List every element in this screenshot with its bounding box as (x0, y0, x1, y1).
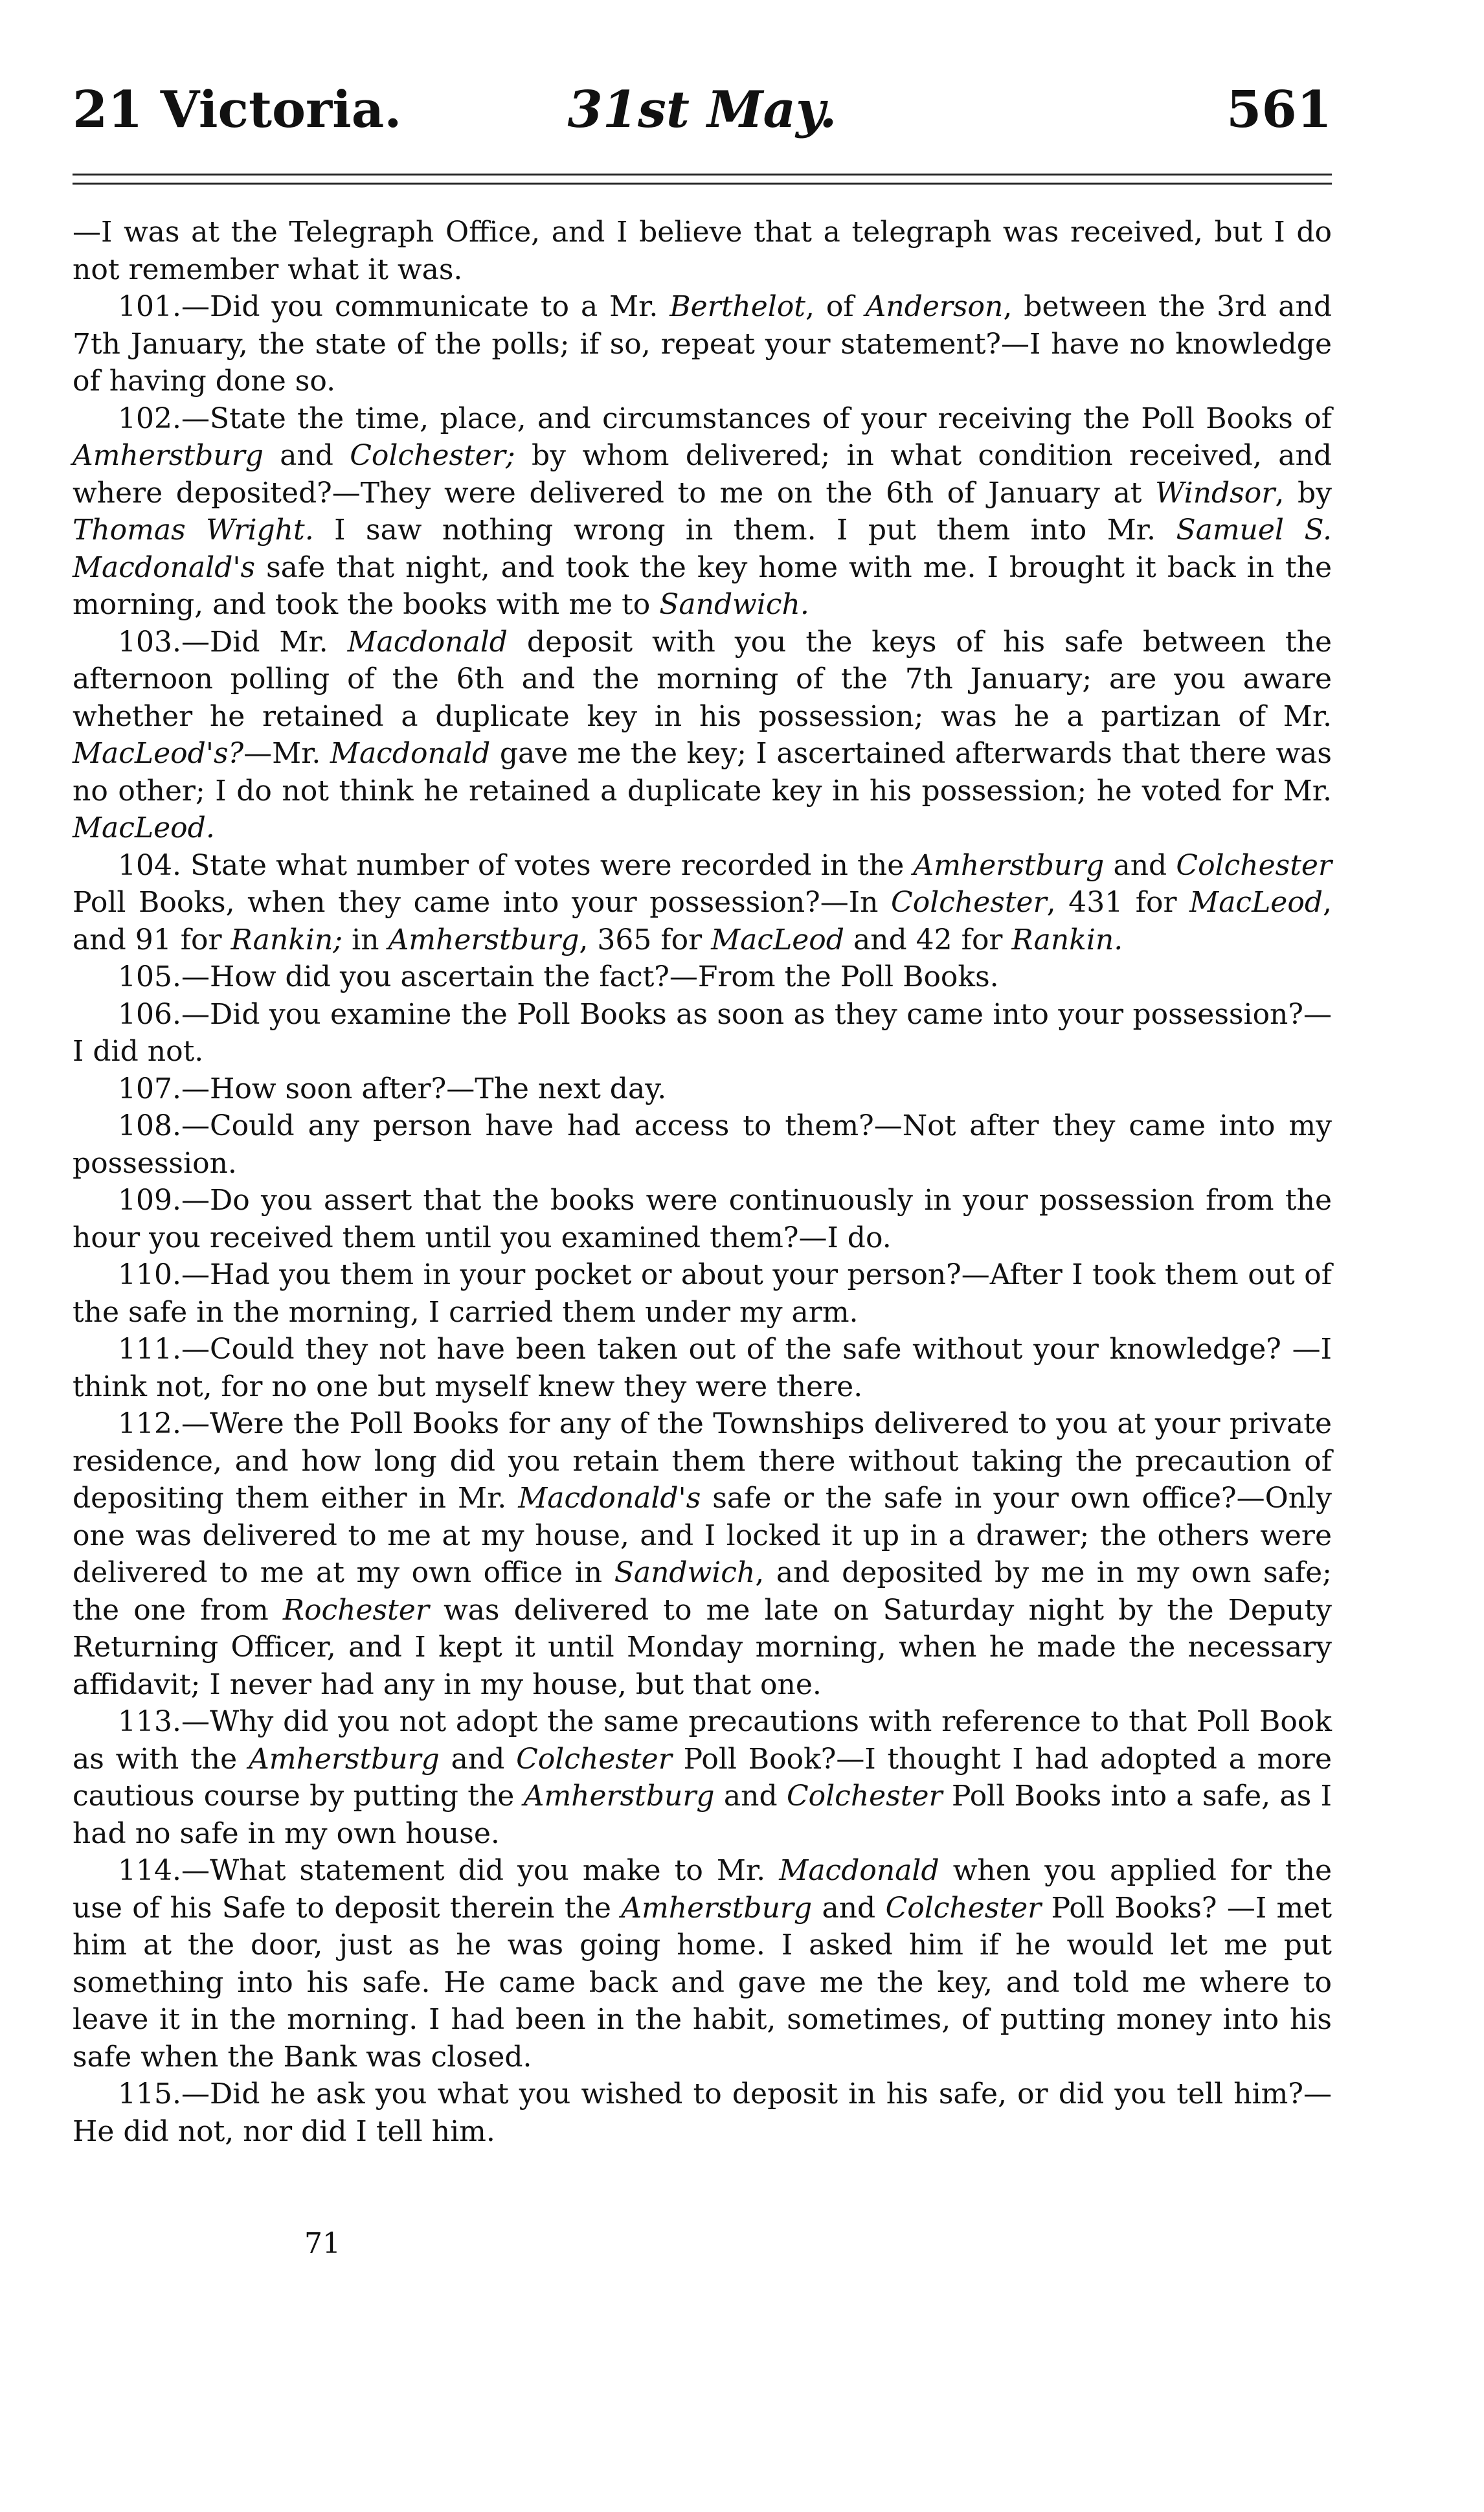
text-run: safe that night, and took the key home with me. I brought it back in the morning, and took the books with me to (73, 550, 1332, 621)
italic-name: Colchester (516, 1742, 672, 1776)
italic-name: Colchester; (350, 439, 515, 472)
italic-name: MacLeod's? (73, 737, 244, 770)
italic-name: Colchester (885, 1891, 1042, 1925)
text-run: in (343, 923, 388, 956)
question-answer-paragraph (73, 624, 1332, 847)
running-header (73, 78, 1332, 142)
text-run: —I was at the Telegraph Office, and I believe that a telegraph was received, but I do not remember what it was. (73, 216, 1332, 286)
text-run: and (812, 1891, 886, 1925)
italic-name: Macdonald (779, 1854, 939, 1887)
text-run: , by (1275, 476, 1332, 510)
italic-name: Amherstburg (621, 1891, 813, 1925)
italic-name: Rochester (282, 1593, 429, 1627)
text-run: Poll Books? —I met him at the door, just as he was going home. I asked him if he would let me put something into his safe. He came back and gave me the key, and told me where to leave it in the morning. I had been in the habit, sometimes, of putting money into his safe when the Bank was closed. (73, 1891, 1332, 2074)
italic-name: Berthelot (669, 290, 805, 323)
testimony-body (73, 214, 1332, 2150)
question-answer-paragraph (73, 400, 1332, 624)
italic-name: Sandwich. (659, 588, 809, 621)
italic-name: Anderson (865, 290, 1004, 323)
question-answer-paragraph (73, 1852, 1332, 2076)
text-run: 105.—How did you ascertain the fact?—From the Poll Books. (118, 960, 999, 993)
text-run: and 42 for (844, 923, 1012, 956)
text-run: 115.—Did he ask you what you wished to deposit in his safe, or did you tell him?—He did not, nor did I tell him. (73, 2077, 1332, 2148)
text-run: 112.—Were the Poll Books for any of the Townships delivered to you at your private residence, and how long did you retain them there without taking the precaution of depositing them either in Mr. (73, 1407, 1332, 1515)
signature-folio: 71 (304, 2227, 341, 2260)
text-run: 109.—Do you assert that the books were continuously in your possession from the hour you received them until you examined them?—I do. (73, 1184, 1332, 1254)
question-answer-paragraph (73, 996, 1332, 1070)
page-number: 561 (1226, 80, 1332, 139)
italic-name: MacLeod. (73, 811, 215, 844)
question-answer-paragraph (73, 958, 1332, 996)
text-run: by whom delivered; in what condition received, and where deposited?—They were delivered to me on the 6th of January at (73, 439, 1332, 510)
text-run: , of (805, 290, 866, 323)
text-run: , 365 for (579, 923, 712, 956)
header-rule-top (73, 174, 1332, 175)
italic-name: MacLeod (1189, 886, 1323, 919)
text-run: 106.—Did you examine the Poll Books as soon as they came into your possession?—I did not. (73, 997, 1332, 1068)
text-run: 110.—Had you them in your pocket or about your person?—After I took them out of the safe in the morning, I carried them under my arm. (73, 1258, 1332, 1329)
header-regnal-year: 21 Victoria. (73, 80, 402, 139)
question-answer-paragraph (73, 1070, 1332, 1108)
italic-name: Amherstburg (913, 848, 1105, 882)
question-answer-paragraph (73, 847, 1332, 959)
italic-name: Rankin; (230, 923, 343, 956)
text-run: 113.—Why did you not adopt the same precautions with reference to that Poll Book as with the (73, 1705, 1332, 1776)
text-run: and (439, 1742, 517, 1776)
text-run: and (1104, 848, 1176, 882)
continuation-paragraph (73, 214, 1332, 288)
text-run: 111.—Could they not have been taken out of the safe without your knowledge? —I think not, for no one but myself knew they were there. (73, 1333, 1332, 1403)
text-run: Poll Book?—I thought I had adopted a more cautious course by putting the (73, 1742, 1332, 1813)
text-run: , and 91 for (73, 886, 1332, 956)
question-answer-paragraph (73, 1107, 1332, 1182)
question-answer-paragraph (73, 1331, 1332, 1405)
text-run: deposit with you the keys of his safe between the afternoon polling of the 6th and the morning of the 7th January; are you aware whether he retained a duplicate key in his possession; was he a partizan of Mr. (73, 625, 1332, 733)
text-run: —Mr. (243, 737, 330, 770)
text-run: 102.—State the time, place, and circumstances of your receiving the Poll Books of (118, 402, 1332, 435)
text-run: was delivered to me late on Saturday night by the Deputy Returning Officer, and I kept it until Monday morning, when he made the necessary affidavit; I never had any in my house, but that one. (73, 1593, 1332, 1701)
italic-name: Macdonald (330, 737, 491, 770)
question-answer-paragraph (73, 1703, 1332, 1852)
text-run: I saw nothing wrong in them. I put them into Mr. (313, 514, 1176, 547)
italic-name: Amherstburg (523, 1780, 715, 1813)
italic-name: Colchester (1176, 848, 1332, 882)
question-answer-paragraph (73, 1256, 1332, 1331)
text-run: 101.—Did you communicate to a Mr. (118, 290, 670, 323)
text-run: gave me the key; I ascertained afterwards that there was no other; I do not think he retained a duplicate key in his possession; he voted for Mr. (73, 737, 1332, 808)
text-run: , between the 3rd and 7th January, the state of the polls; if so, repeat your statement?—I have no knowledge of having done so. (73, 290, 1332, 398)
italic-name: Samuel S. Macdonald's (73, 514, 1332, 584)
italic-name: Macdonald (347, 625, 508, 659)
italic-name: Amherstburg (388, 923, 579, 956)
text-run: safe or the safe in your own office?—Only one was delivered to me at my house, and I locked it up in a drawer; the others were delivered to me at my own office in (73, 1482, 1332, 1589)
italic-name: Amherstburg (73, 439, 264, 472)
text-run: Poll Books, when they came into your possession?—In (73, 886, 892, 919)
header-rule-bottom (73, 183, 1332, 185)
question-answer-paragraph (73, 2076, 1332, 2150)
text-run: , 431 for (1046, 886, 1190, 919)
text-run: 103.—Did Mr. (118, 625, 348, 659)
text-run: Poll Books into a safe, as I had no safe in my own house. (73, 1780, 1332, 1850)
italic-name: Colchester (891, 886, 1047, 919)
italic-name: MacLeod (711, 923, 844, 956)
text-run: and (263, 439, 350, 472)
question-answer-paragraph (73, 1405, 1332, 1703)
italic-name: Sandwich (614, 1556, 756, 1589)
text-run: 104. State what number of votes were recorded in the (118, 848, 914, 882)
text-run: when you applied for the use of his Safe to deposit therein the (73, 1854, 1332, 1925)
text-run: and (714, 1780, 787, 1813)
italic-name: Colchester (786, 1780, 943, 1813)
italic-name: Thomas Wright. (73, 514, 314, 547)
header-date: 31st May. (567, 80, 837, 139)
italic-name: Macdonald's (518, 1482, 701, 1515)
text-run: 114.—What statement did you make to Mr. (118, 1854, 780, 1887)
italic-name: Amherstburg (248, 1742, 440, 1776)
question-answer-paragraph (73, 1182, 1332, 1256)
text-run: 107.—How soon after?—The next day. (118, 1072, 667, 1105)
text-run: , and deposited by me in my own safe; the one from (73, 1556, 1332, 1627)
question-answer-paragraph (73, 288, 1332, 400)
text-run: 108.—Could any person have had access to them?—Not after they came into my possession. (73, 1109, 1332, 1180)
italic-name: Rankin. (1011, 923, 1123, 956)
italic-name: Windsor (1155, 476, 1276, 510)
